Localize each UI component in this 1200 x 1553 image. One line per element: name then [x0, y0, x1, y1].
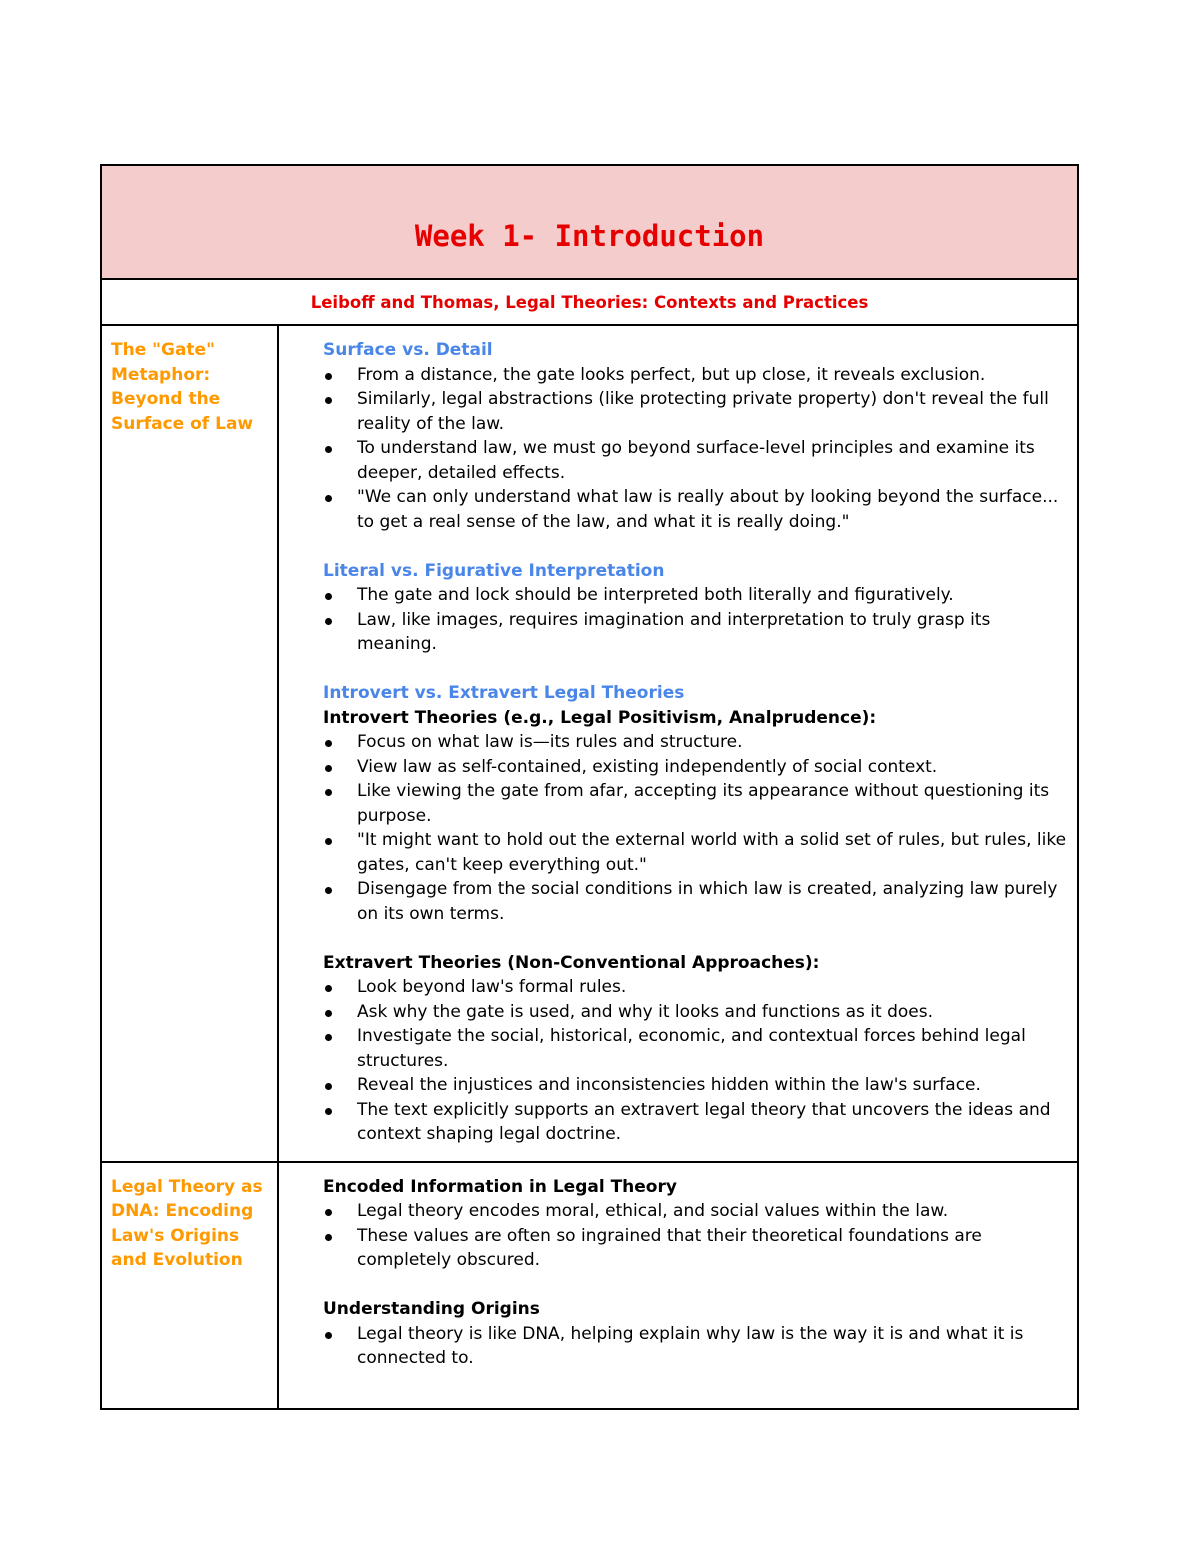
- list-item: Look beyond law's formal rules.: [323, 975, 1067, 1000]
- subtitle-cell: [101, 279, 1078, 325]
- list-item: Like viewing the gate from afar, accepting its appearance without questioning its purpose.: [323, 779, 1067, 828]
- reading-subtitle: Leiboff and Thomas, Legal Theories: Contexts and Practices: [310, 292, 869, 312]
- list-item: Legal theory is like DNA, helping explain why law is the way it is and what it is connected to.: [323, 1322, 1067, 1371]
- bullet-list: [323, 583, 1067, 657]
- section: [323, 1297, 1067, 1371]
- page-title: Week 1- Introduction: [414, 219, 765, 253]
- list-item: The text explicitly supports an extravert legal theory that uncovers the ideas and context shaping legal doctrine.: [323, 1098, 1067, 1147]
- section-heading: Encoded Information in Legal Theory: [323, 1176, 677, 1197]
- list-item: To understand law, we must go beyond surface-level principles and examine its deeper, detailed effects.: [323, 436, 1067, 485]
- list-item: Investigate the social, historical, economic, and contextual forces behind legal structures.: [323, 1024, 1067, 1073]
- table-row: [101, 1162, 1078, 1409]
- content-cell: [278, 325, 1078, 1162]
- section: [323, 338, 1067, 534]
- notes-table: [100, 164, 1079, 1410]
- list-item: "It might want to hold out the external world with a solid set of rules, but rules, like gates, can't keep everything out.": [323, 828, 1067, 877]
- list-item: Disengage from the social conditions in which law is created, analyzing law purely on its own terms.: [323, 877, 1067, 926]
- section-heading: Introvert vs. Extravert Legal Theories: [323, 683, 685, 703]
- bullet-list: [323, 1199, 1067, 1273]
- list-item: The gate and lock should be interpreted both literally and figuratively.: [323, 583, 1067, 608]
- bullet-list: [323, 975, 1067, 1147]
- topic-label: The "Gate" Metaphor: Beyond the Surface of Law: [111, 340, 254, 434]
- list-item: Law, like images, requires imagination and interpretation to truly grasp its meaning.: [323, 608, 1067, 657]
- list-item: "We can only understand what law is really about by looking beyond the surface... to get a real sense of the law, and what it is really doing.": [323, 485, 1067, 534]
- list-item: View law as self-contained, existing independently of social context.: [323, 755, 1067, 780]
- bullet-list: [323, 730, 1067, 926]
- section: [323, 1175, 1067, 1273]
- section: [323, 681, 1067, 926]
- list-item: These values are often so ingrained that their theoretical foundations are completely obscured.: [323, 1224, 1067, 1273]
- content-cell: [278, 1162, 1078, 1409]
- list-item: Ask why the gate is used, and why it looks and functions as it does.: [323, 1000, 1067, 1025]
- section: [323, 951, 1067, 1147]
- list-item: Legal theory encodes moral, ethical, and social values within the law.: [323, 1199, 1067, 1224]
- section-heading: Literal vs. Figurative Interpretation: [323, 560, 665, 581]
- title-cell: [101, 165, 1078, 279]
- topic-cell: [101, 1162, 278, 1409]
- sub-heading: Introvert Theories (e.g., Legal Positivism, Analprudence):: [323, 707, 877, 728]
- sub-heading: Extravert Theories (Non-Conventional Approaches):: [323, 952, 820, 973]
- list-item: Similarly, legal abstractions (like protecting private property) don't reveal the full reality of the law.: [323, 387, 1067, 436]
- topic-cell: [101, 325, 278, 1162]
- bullet-list: [323, 363, 1067, 535]
- section-heading: Understanding Origins: [323, 1299, 540, 1319]
- section-heading: Surface vs. Detail: [323, 340, 493, 360]
- bullet-list: [323, 1322, 1067, 1371]
- section: [323, 559, 1067, 657]
- list-item: From a distance, the gate looks perfect, but up close, it reveals exclusion.: [323, 363, 1067, 388]
- topic-label: Legal Theory as DNA: Encoding Law's Origins and Evolution: [111, 1176, 263, 1270]
- list-item: Reveal the injustices and inconsistencies hidden within the law's surface.: [323, 1073, 1067, 1098]
- list-item: Focus on what law is—its rules and structure.: [323, 730, 1067, 755]
- table-row: [101, 325, 1078, 1162]
